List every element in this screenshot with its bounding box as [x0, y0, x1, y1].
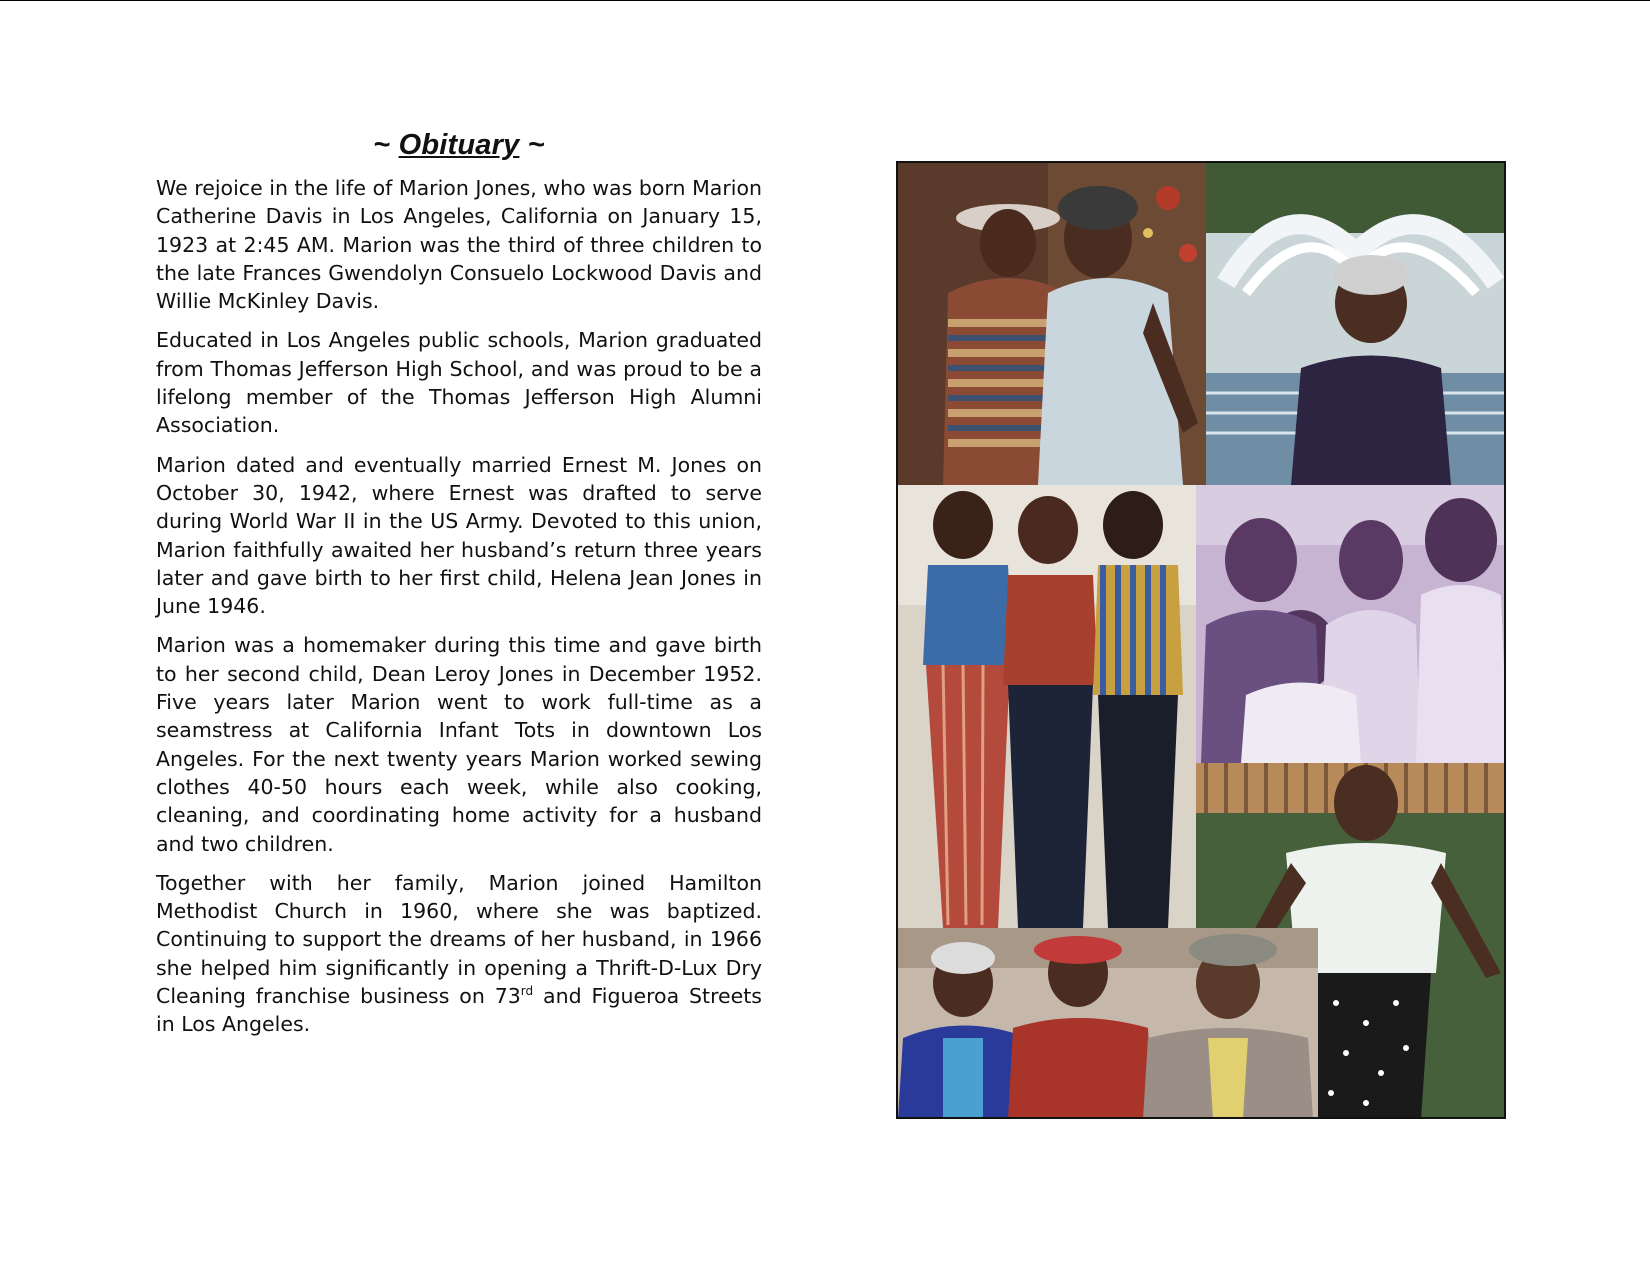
title-word: Obituary [398, 129, 520, 161]
photo-collage [896, 161, 1506, 1119]
ordinal-suffix: rd [520, 984, 534, 999]
photo-three-women-standing [898, 485, 1196, 928]
paragraph-text-after: and Figueroa Streets in Los Angeles. [156, 984, 762, 1037]
photo-two-women-christmas [898, 163, 1206, 485]
photo-party-group [898, 928, 1318, 1119]
title-prefix: ~ [373, 129, 399, 161]
paragraph-church-business [156, 869, 762, 1039]
page-title [156, 129, 762, 162]
paragraph-marriage: Marion dated and eventually married Ernest M. Jones on October 30, 1942, where Ernest was drafted to serve during World War II in the US Army. Devoted to this union, Marion faithfully awaited her husband’s return three years later and gave birth to her first child, Helena Jean Jones in June 1946. [156, 452, 762, 619]
paragraph-birth: We rejoice in the life of Marion Jones, who was born Marion Catherine Davis in Los Angeles, California on January 15, 1923 at 2:45 AM. Marion was the third of three children to the late Frances Gwendolyn Consuelo Lockwood Davis and Willie McKinley Davis. [156, 176, 762, 314]
title-suffix: ~ [519, 129, 545, 161]
paragraph-text-before: Together with her family, Marion joined Hamilton Methodist Church in 1960, where she was baptized. Continuing to support the dreams of her husband, in 1966 she helped him significantly in opening a Thrift-D-Lux Dry Cleaning franchise business on 73 [156, 870, 762, 1009]
paragraph-career: Marion was a homemaker during this time and gave birth to her second child, Dean Leroy Jones in December 1952. Five years later Marion went to work full-time as a seamstress at California Infant Tots in downtown Los Angeles. For the next twenty years Marion worked sewing clothes 40-50 hours each week, while also cooking, cleaning, and coordinating home activity for a husband and two children. [156, 633, 762, 856]
photo-woman-at-fountain [1206, 163, 1506, 485]
photo-four-women-purple [1196, 485, 1506, 763]
obituary-text-column [156, 129, 762, 1050]
paragraph-education: Educated in Los Angeles public schools, Marion graduated from Thomas Jefferson High School, and was proud to be a lifelong member of the Thomas Jefferson High Alumni Association. [156, 328, 762, 438]
